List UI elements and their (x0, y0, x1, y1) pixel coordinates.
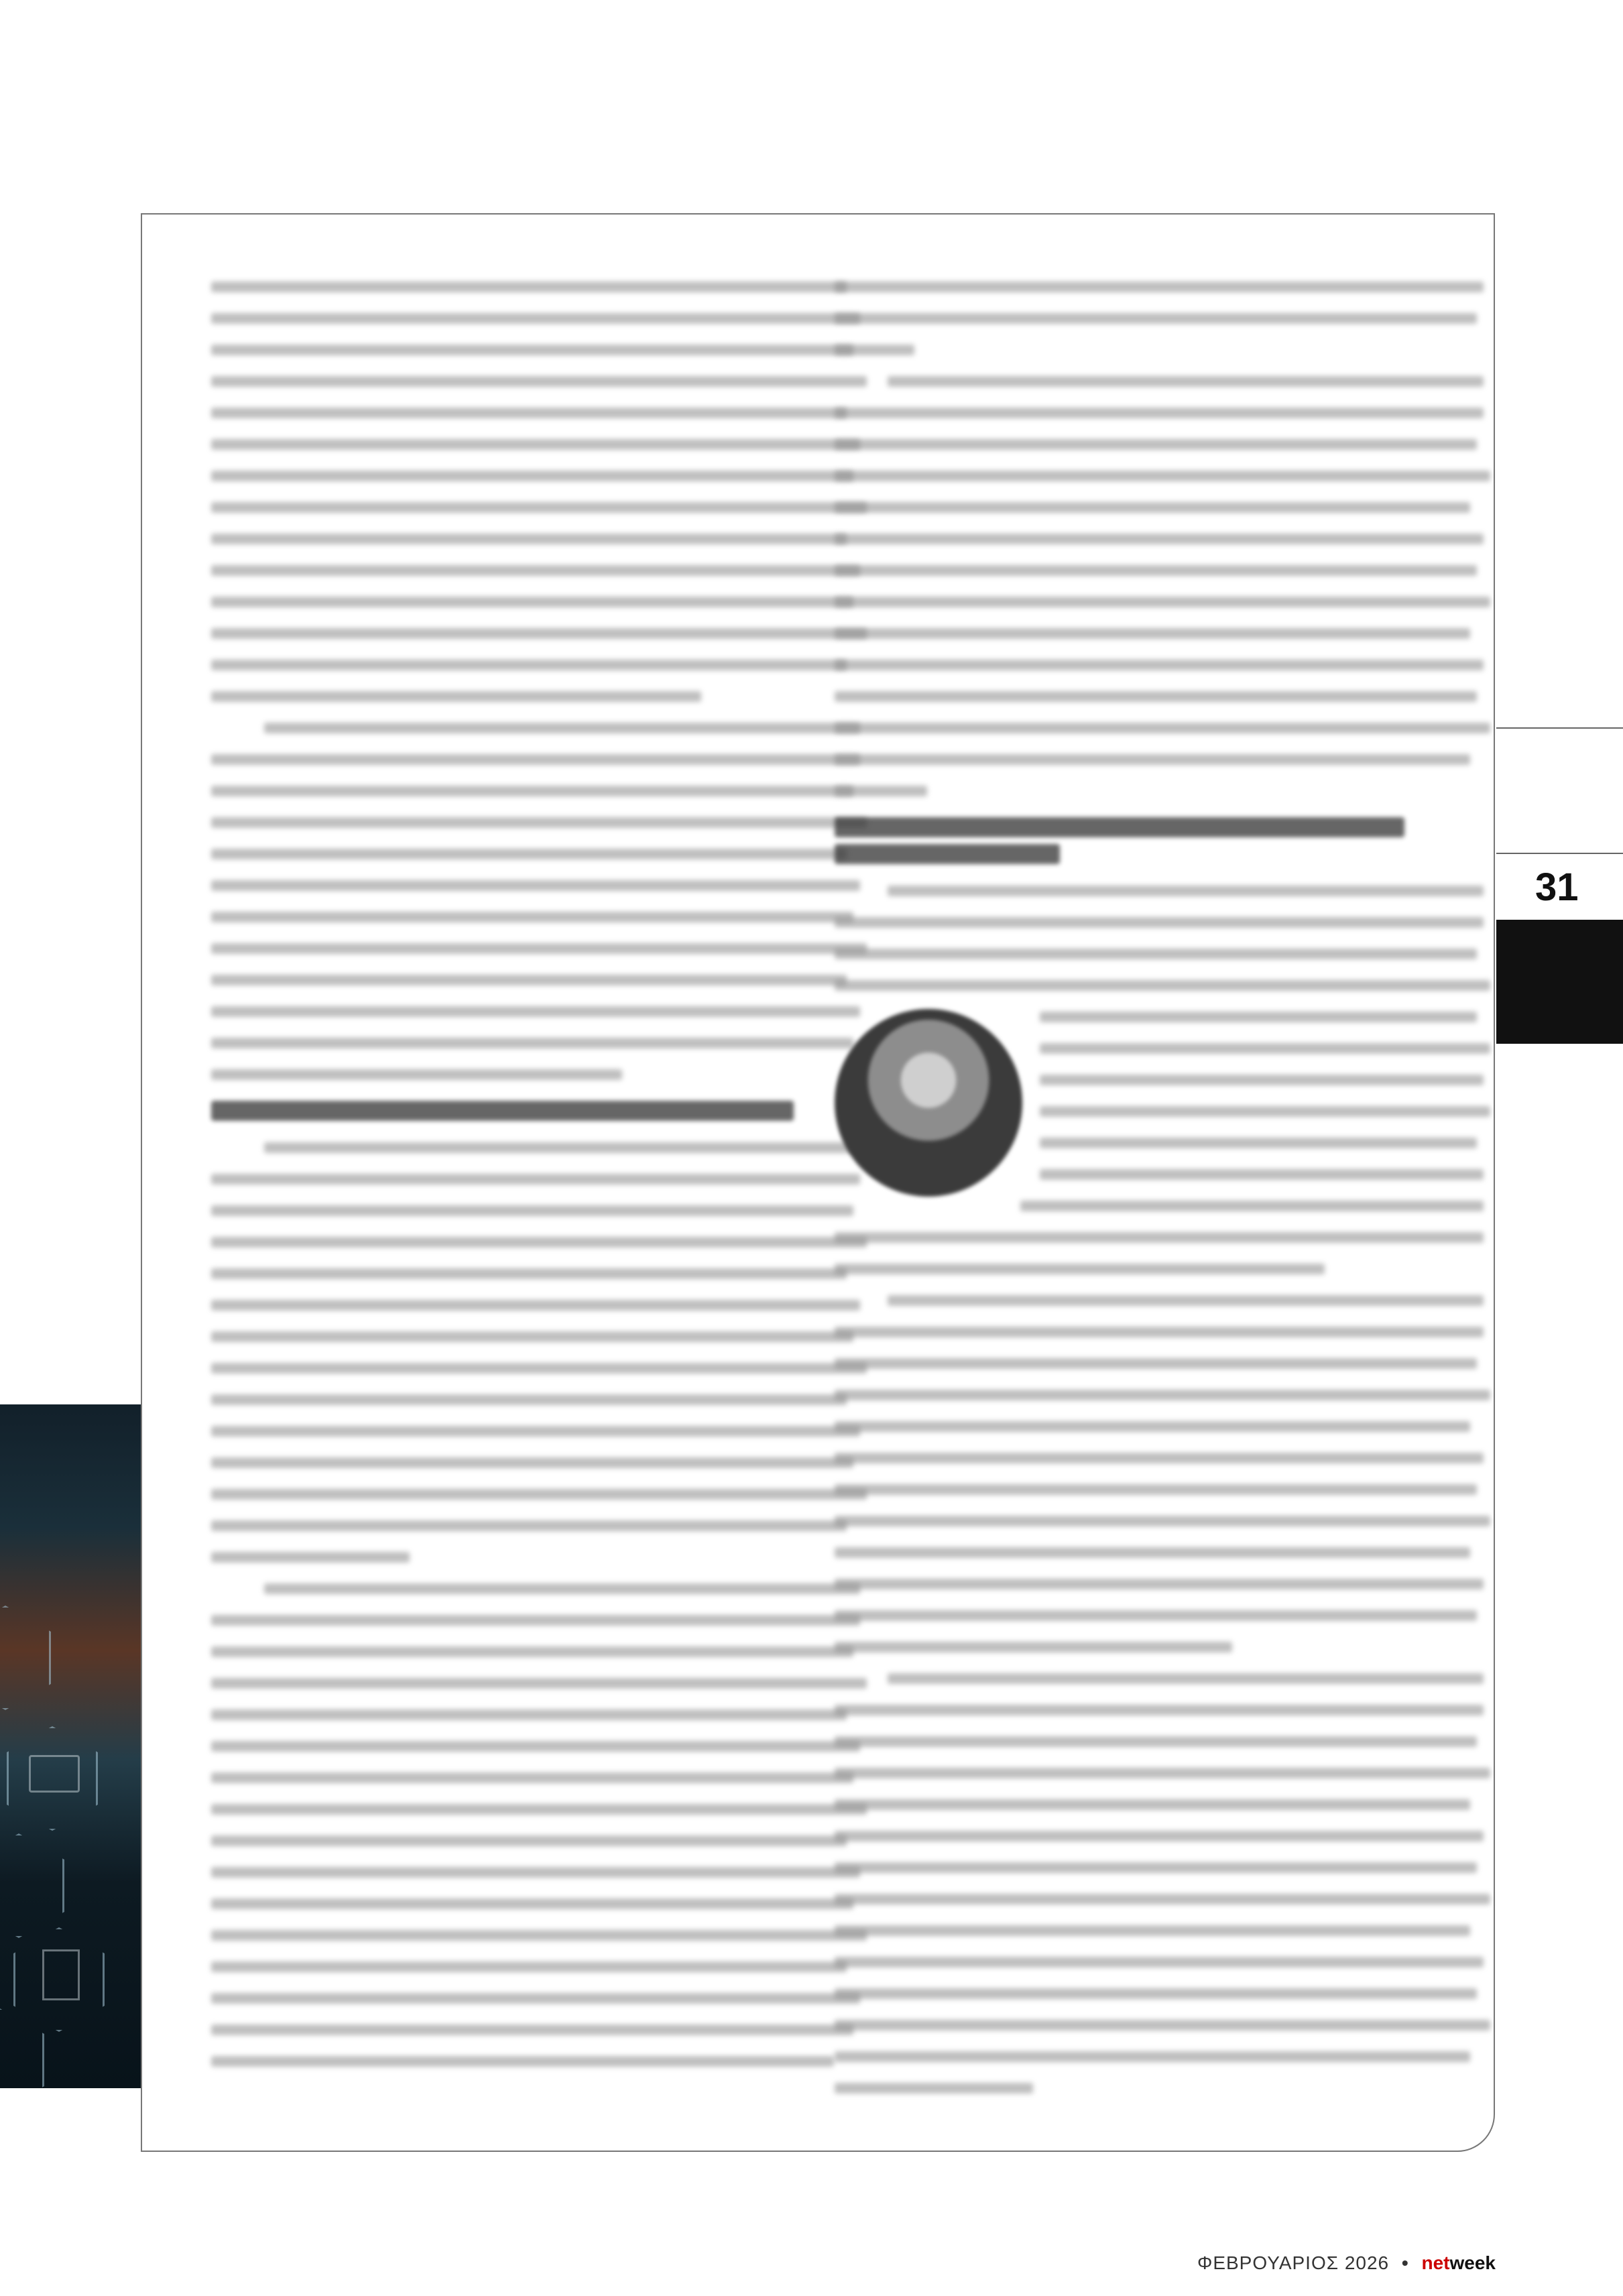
section-tab-block (1496, 920, 1623, 1044)
brand-logo (1422, 2252, 1496, 2273)
issue-date: ΦΕΒΡΟΥΑΡΙΟΣ 2026 (1197, 2252, 1390, 2273)
brand-suffix: week (1449, 2252, 1496, 2273)
margin-rule (1496, 853, 1623, 854)
laptop-hexagon-icon (7, 1726, 98, 1831)
page-number: 31 (1535, 865, 1579, 909)
page-footer (1197, 2252, 1496, 2274)
right-column (835, 282, 1497, 2114)
margin-rule (1496, 727, 1623, 729)
author-photo (835, 1009, 1022, 1197)
left-section-heading (211, 1101, 794, 1121)
decorative-tech-image (0, 1404, 141, 2088)
left-column (211, 282, 874, 2088)
right-section-heading (835, 817, 1404, 837)
footer-separator: • (1401, 2252, 1409, 2273)
hexagon-icon (0, 1606, 51, 1710)
hexagon-icon (0, 1833, 64, 1938)
hexagon-icon (0, 2008, 44, 2088)
document-hexagon-icon (13, 1927, 105, 2032)
brand-prefix: net (1421, 2252, 1450, 2273)
